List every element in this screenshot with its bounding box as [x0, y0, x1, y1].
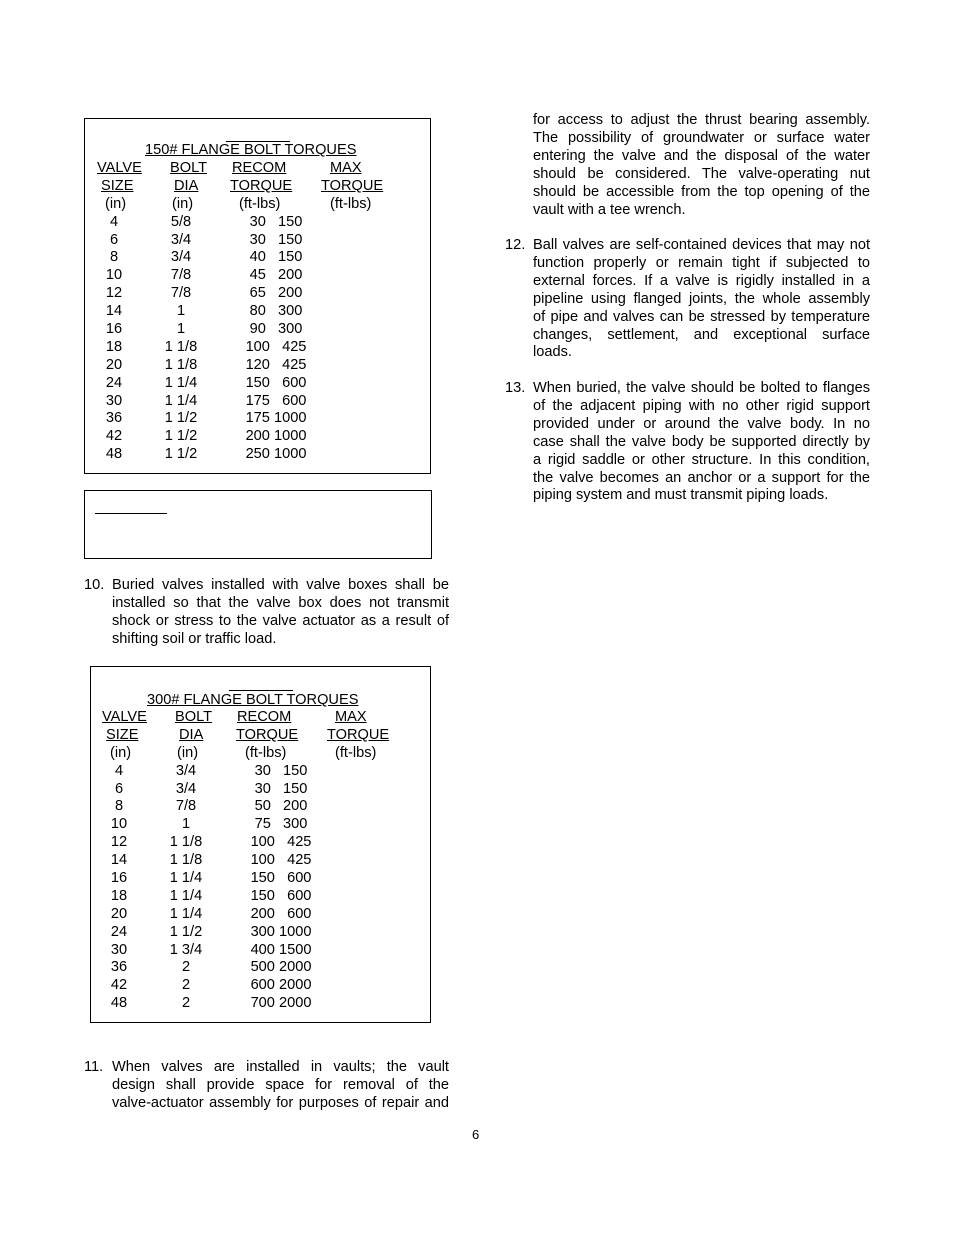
table-cell: 400 1500 — [250, 941, 312, 958]
paragraph-number: 12. — [505, 237, 526, 253]
paragraph-line: valve-actuator assembly for purposes of repair and — [112, 1094, 449, 1111]
table-cell: 80 300 — [249, 303, 303, 320]
table-cell: 8 — [114, 798, 124, 815]
table-cell: 1 1/2 — [164, 428, 198, 445]
table-cell: 4 — [109, 213, 119, 230]
table-cell: 3/4 — [175, 762, 197, 779]
table-header-cell: SIZE — [106, 726, 139, 743]
paragraph-line: should be considered. The valve-operating nut — [533, 165, 870, 182]
table-cell: 1 1/2 — [164, 410, 198, 427]
table-cell: 3/4 — [170, 249, 192, 266]
table-cell: 2 — [181, 977, 191, 994]
table-cell: 1 1/8 — [164, 356, 198, 373]
table-header-cell: (in) — [177, 744, 199, 761]
table-cell: 16 — [110, 870, 128, 887]
table-cell: 42 — [110, 977, 128, 994]
paragraph-line: function properly or remain tight if subjected to — [533, 254, 870, 271]
table-cell: 40 150 — [249, 249, 303, 266]
table-cell: 6 — [114, 780, 124, 797]
table-cell: 65 200 — [249, 285, 303, 302]
table-cell: 1 1/4 — [164, 392, 198, 409]
table-cell: 16 — [105, 321, 123, 338]
table-cell: 30 150 — [254, 780, 308, 797]
table-cell: 14 — [110, 852, 128, 869]
paragraph-line: a rigid saddle or other structure. In this condition, — [533, 451, 870, 468]
table-cell: 3/4 — [175, 780, 197, 797]
table-header-cell: BOLT — [175, 709, 213, 725]
table-cell: 90 300 — [249, 321, 303, 338]
paragraph-line: shifting soil or traffic load. — [112, 630, 277, 647]
table-cell: 6 — [109, 231, 119, 248]
paragraph-line: changes, settlement, and exceptional surface — [533, 326, 870, 343]
paragraph-line: shock or stress to the valve actuator as a result of — [112, 612, 449, 629]
table-cell: 100 425 — [245, 338, 307, 355]
paragraph-line: external forces. If a valve is rigidly installed in a — [533, 272, 870, 289]
table-header-cell: (ft-lbs) — [245, 744, 287, 761]
table-cell: 1 1/4 — [169, 887, 203, 904]
table-header-cell: BOLT — [170, 160, 208, 176]
paragraph-line: The possibility of groundwater or surface water — [533, 129, 870, 146]
table-cell: 2 — [181, 959, 191, 976]
table-cell: 30 150 — [249, 231, 303, 248]
paragraph-line: for access to adjust the thrust bearing assembly. — [533, 112, 870, 128]
table-cell: 1 1/2 — [169, 923, 203, 940]
table-300-title: 300# FLANGE BOLT TORQUES — [147, 692, 359, 708]
table-cell: 48 — [105, 446, 123, 463]
table-cell: 42 — [105, 428, 123, 445]
table-cell: 45 200 — [249, 267, 303, 284]
table-cell: 150 600 — [250, 887, 312, 904]
table-cell: 4 — [114, 762, 124, 779]
table-cell: 1 — [176, 303, 186, 320]
table-cell: 1 1/8 — [169, 834, 203, 851]
paragraph-line: pipeline using flanged joints, the whole assembly — [533, 290, 870, 307]
paragraph-line: Buried valves installed with valve boxes shall be — [112, 577, 449, 593]
table-cell: 200 600 — [250, 905, 312, 922]
table-cell: 7/8 — [175, 798, 197, 815]
table-header-cell: VALVE — [97, 160, 142, 176]
table-cell: 1 — [176, 321, 186, 338]
paragraph-line: When valves are installed in vaults; the vault — [112, 1059, 449, 1075]
table-cell: 50 200 — [254, 798, 308, 815]
table-cell: 1 1/4 — [169, 870, 203, 887]
paragraph-line: entering the valve and the disposal of the water — [533, 147, 870, 164]
page-number: 6 — [472, 1127, 480, 1142]
table-header-cell: RECOM — [237, 709, 292, 725]
table-cell: 36 — [110, 959, 128, 976]
paragraph-number: 13. — [505, 380, 526, 396]
table-cell: 175 1000 — [245, 410, 307, 427]
table-cell: 120 425 — [245, 356, 307, 373]
paragraph-number: 11. — [84, 1059, 104, 1075]
paragraph-line: design shall provide space for removal of the — [112, 1076, 449, 1093]
paragraph-line: the valve becomes an anchor or a support for the — [533, 469, 870, 486]
table-cell: 30 — [105, 392, 123, 409]
table-cell: 175 600 — [245, 392, 307, 409]
table-cell: 150 600 — [250, 870, 312, 887]
paragraph-line: vault with a tee wrench. — [533, 201, 686, 218]
table-cell: 200 1000 — [245, 428, 307, 445]
table-cell: 14 — [105, 303, 123, 320]
paragraph-line: installed so that the valve box does not transmit — [112, 594, 449, 611]
table-cell: 75 300 — [254, 816, 308, 833]
table-header-cell: TORQUE — [327, 726, 390, 743]
paragraph-line: case shall the valve body be supported directly by — [533, 433, 870, 450]
table-cell: 2 — [181, 995, 191, 1012]
table-cell: 5/8 — [170, 213, 192, 230]
table-cell: 30 150 — [254, 762, 308, 779]
table-cell: 10 — [105, 267, 123, 284]
table-header-cell: RECOM — [232, 160, 287, 176]
table-cell: 1 — [181, 816, 191, 833]
table-cell: 7/8 — [170, 285, 192, 302]
table-cell: 20 — [110, 905, 128, 922]
table-header-cell: MAX — [335, 709, 367, 725]
table-header-cell: TORQUE — [236, 726, 299, 743]
table-cell: 30 — [110, 941, 128, 958]
table-header-cell: (in) — [105, 195, 127, 212]
table-header-cell: (ft-lbs) — [335, 744, 377, 761]
table-cell: 12 — [110, 834, 128, 851]
table-header-cell: (in) — [110, 744, 132, 761]
table-cell: 18 — [110, 887, 128, 904]
table-cell: 1 1/4 — [169, 905, 203, 922]
table-cell: 12 — [105, 285, 123, 302]
paragraph-line: loads. — [533, 344, 572, 361]
table-cell: 18 — [105, 338, 123, 355]
table-cell: 7/8 — [170, 267, 192, 284]
table-cell: 24 — [105, 374, 123, 391]
note-underline — [95, 513, 167, 514]
table-cell: 8 — [109, 249, 119, 266]
table-header-cell: VALVE — [102, 709, 147, 725]
table-cell: 20 — [105, 356, 123, 373]
table-cell: 250 1000 — [245, 446, 307, 463]
table-cell: 100 425 — [250, 852, 312, 869]
table-header-cell: SIZE — [101, 177, 134, 194]
table-cell: 10 — [110, 816, 128, 833]
table-cell: 150 600 — [245, 374, 307, 391]
table-header-cell: (ft-lbs) — [330, 195, 372, 212]
table-cell: 1 1/8 — [169, 852, 203, 869]
table-cell: 1 1/2 — [164, 446, 198, 463]
table-cell: 48 — [110, 995, 128, 1012]
table-150-title: 150# FLANGE BOLT TORQUES — [145, 142, 357, 158]
paragraph-line: piping system and must transmit piping loads. — [533, 487, 829, 504]
table-header-cell: DIA — [174, 177, 199, 194]
table-cell: 1 3/4 — [169, 941, 203, 958]
table-cell: 24 — [110, 923, 128, 940]
table-cell: 700 2000 — [250, 995, 312, 1012]
table-header-cell: (ft-lbs) — [239, 195, 281, 212]
table-cell: 500 2000 — [250, 959, 312, 976]
table-header-cell: (in) — [172, 195, 194, 212]
paragraph-line: of pipe and valves can be stressed by temperature — [533, 308, 870, 325]
table-header-cell: MAX — [330, 160, 362, 176]
table-header-cell: TORQUE — [230, 177, 293, 194]
table-cell: 30 150 — [249, 213, 303, 230]
note-box — [84, 490, 432, 559]
paragraph-line: When buried, the valve should be bolted to flanges — [533, 380, 870, 396]
paragraph-line: should be accessible from the top opening of the — [533, 183, 870, 200]
table-cell: 1 1/4 — [164, 374, 198, 391]
table-header-cell: DIA — [179, 726, 204, 743]
table-cell: 1 1/8 — [164, 338, 198, 355]
table-cell: 36 — [105, 410, 123, 427]
table-cell: 300 1000 — [250, 923, 312, 940]
table-header-cell: TORQUE — [321, 177, 384, 194]
table-cell: 3/4 — [170, 231, 192, 248]
table-cell: 100 425 — [250, 834, 312, 851]
paragraph-line: provided under or around the valve body. In no — [533, 415, 870, 432]
paragraph-line: Ball valves are self-contained devices that may not — [533, 237, 870, 253]
paragraph-line: of the adjacent piping with no other rigid support — [533, 397, 870, 414]
paragraph-number: 10. — [84, 577, 105, 593]
table-cell: 600 2000 — [250, 977, 312, 994]
